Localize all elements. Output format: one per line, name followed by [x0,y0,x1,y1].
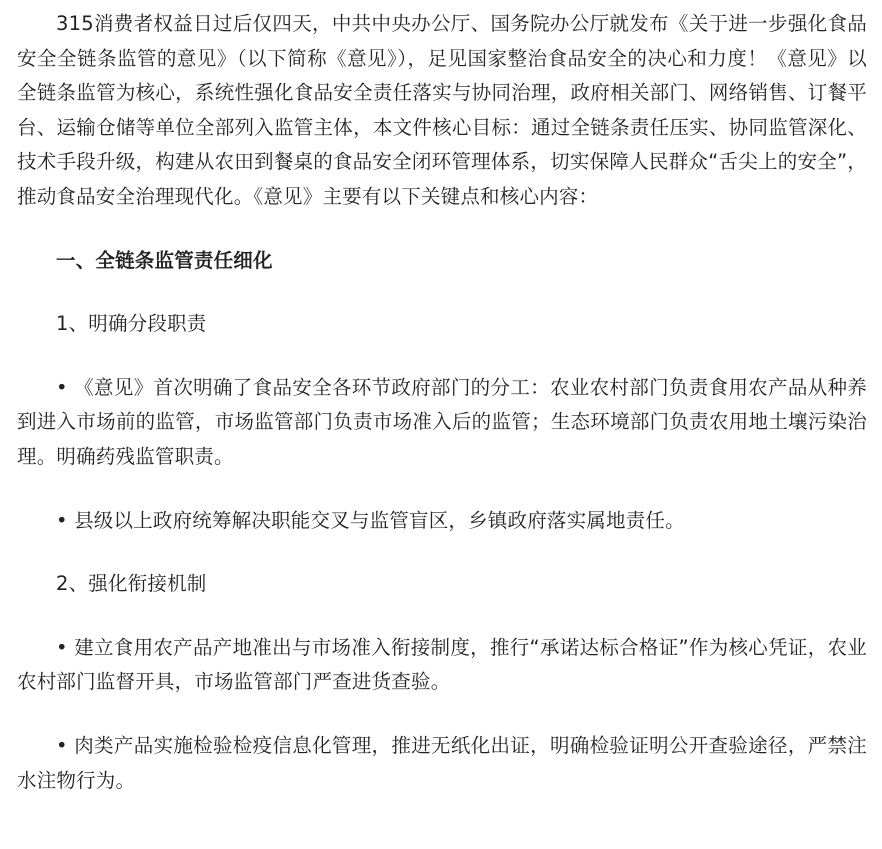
subsection-heading: 1、明确分段职责 [56,312,207,336]
spacer [17,475,867,504]
spacer [17,278,867,307]
spacer [17,700,867,729]
spacer [17,215,867,244]
subsection-heading: 2、强化衔接机制 [56,572,207,596]
spacer [17,342,867,371]
bullet-paragraph: • 《意见》首次明确了食品安全各环节政府部门的分工：农业农村部门负责食用农产品从种养到进入市场前的监管，市场监管部门负责市场准入后的监管；生态环境部门负责农用地土壤污染治理。明确药残监管职责。 [17,375,867,468]
spacer [17,538,867,567]
bullet-paragraph: • 肉类产品实施检验检疫信息化管理，推进无纸化出证，明确检验证明公开查验途径，严禁注水注物行为。 [17,733,867,792]
section-heading: 一、全链条监管责任细化 [56,248,273,272]
spacer [17,602,867,631]
intro-paragraph: 315消费者权益日过后仅四天，中共中央办公厅、国务院办公厅就发布《关于进一步强化食品安全全链条监管的意见》（以下简称《意见》），足见国家整治食品安全的决心和力度！《意见》以全链条监管为核心，系统性强化食品安全责任落实与协同治理，政府相关部门、网络销售、订餐平台、运输仓储等单位全部列入监管主体，本文件核心目标：通过全链条责任压实、协同监管深化、技术手段升级，构建从农田到餐桌的食品安全闭环管理体系，切实保障人民群众“舌尖上的安全”，推动食品安全治理现代化。《意见》主要有以下关键点和核心内容： [17,12,867,208]
bullet-paragraph: • 建立食用农产品产地准出与市场准入衔接制度，推行“承诺达标合格证”作为核心凭证，农业农村部门监督开具，市场监管部门严查进货查验。 [17,635,867,694]
bullet-paragraph: • 县级以上政府统筹解决职能交叉与监管盲区，乡镇政府落实属地责任。 [56,508,685,532]
